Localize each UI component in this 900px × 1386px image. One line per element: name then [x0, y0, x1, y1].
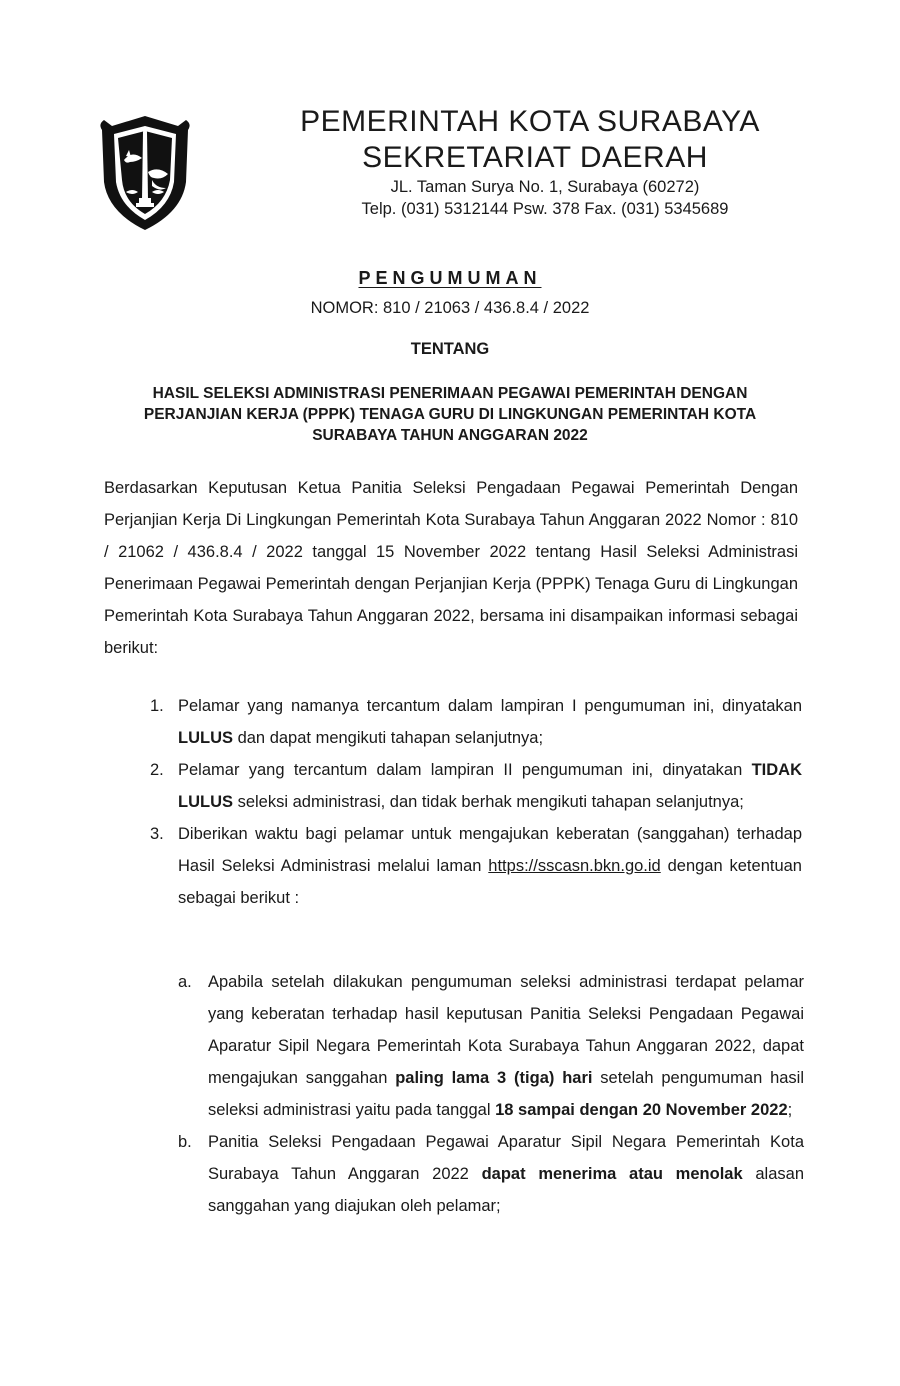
- list-item: [178, 966, 804, 1126]
- subject-line-3: SURABAYA TAHUN ANGGARAN 2022: [312, 427, 588, 444]
- subject-line-2: PERJANJIAN KERJA (PPPK) TENAGA GURU DI LINGKUNGAN PEMERINTAH KOTA: [143, 406, 757, 423]
- list-item: [150, 818, 802, 914]
- letterhead: [270, 104, 790, 220]
- list-item-number: 3.: [150, 825, 164, 843]
- office-phone: Telp. (031) 5312144 Psw. 378 Fax. (031) 5345689: [361, 200, 729, 218]
- status-pass-label: LULUS: [178, 729, 233, 747]
- list-item-number: 1.: [150, 697, 164, 715]
- sscasn-link[interactable]: https://sscasn.bkn.go.id: [488, 857, 661, 875]
- list-item-text: Panitia Seleksi Pengadaan Pegawai Aparatur Sipil Negara Pemerintah Kota Surabaya Tahun Anggaran 2022: [208, 1133, 804, 1183]
- list-item: [150, 690, 802, 754]
- government-name: PEMERINTAH KOTA SURABAYA: [300, 105, 760, 138]
- list-item-text: dan dapat mengikuti tahapan selanjutnya;: [233, 729, 544, 747]
- list-item-text: ;: [787, 1101, 793, 1119]
- announcement-heading: PENGUMUMAN: [358, 268, 542, 288]
- status-fail-label: TIDAK LULUS: [178, 761, 802, 811]
- lettered-list: [178, 966, 804, 1222]
- intro-paragraph: Berdasarkan Keputusan Ketua Panitia Seleksi Pengadaan Pegawai Pemerintah Dengan Perjanjian Kerja Di Lingkungan Pemerintah Kota Surabaya Tahun Anggaran 2022 Nomor : 810 / 21062 / 436.8.4 / 2022 tanggal 15 November 2022 tentang Hasil Seleksi Administrasi Penerimaan Pegawai Pemerintah dengan Perjanjian Kerja (PPPK) Tenaga Guru di Lingkungan Pemerintah Kota Surabaya Tahun Anggaran 2022, bersama ini disampaikan informasi sebagai berikut:: [104, 479, 798, 657]
- list-item-text: setelah pengumuman hasil seleksi administrasi yaitu pada tanggal: [208, 1069, 805, 1119]
- list-item-text: Pelamar yang tercantum dalam lampiran II pengumuman ini, dinyatakan: [178, 761, 752, 779]
- subject-line-1: HASIL SELEKSI ADMINISTRASI PENERIMAAN PEGAWAI PEMERINTAH DENGAN: [152, 385, 748, 402]
- list-item-text: alasan sanggahan yang diajukan oleh pelamar;: [208, 1165, 804, 1215]
- list-item-letter: b.: [178, 1133, 192, 1151]
- surabaya-coat-of-arms-icon: [96, 112, 194, 234]
- list-item: [150, 754, 802, 818]
- list-item-text: Diberikan waktu bagi pelamar untuk mengajukan keberatan (sanggahan) terhadap Hasil Seleksi Administrasi melalui laman: [178, 825, 802, 875]
- deadline-dates: 18 sampai dengan 20 November 2022: [495, 1101, 788, 1119]
- list-item-text: Pelamar yang namanya tercantum dalam lampiran I pengumuman ini, dinyatakan: [178, 697, 802, 715]
- deadline-duration: paling lama 3 (tiga) hari: [395, 1069, 593, 1087]
- office-address: JL. Taman Surya No. 1, Surabaya (60272): [390, 178, 700, 196]
- list-item-letter: a.: [178, 973, 192, 991]
- announcement-subject: [100, 383, 800, 446]
- list-item: [178, 1126, 804, 1222]
- office-name: SEKRETARIAT DAERAH: [362, 141, 708, 174]
- list-item-text: Apabila setelah dilakukan pengumuman seleksi administrasi terdapat pelamar yang keberatan terhadap hasil keputusan Panitia Seleksi Pengadaan Pegawai Aparatur Sipil Negara Pemerintah Kota Surabaya Tahun Anggaran 2022, dapat mengajukan sanggahan: [208, 973, 804, 1087]
- announcement-title-block: [100, 268, 800, 446]
- list-item-text: seleksi administrasi, dan tidak berhak mengikuti tahapan selanjutnya;: [233, 793, 744, 811]
- announcement-about: TENTANG: [410, 340, 490, 358]
- announcement-number: NOMOR: 810 / 21063 / 436.8.4 / 2022: [310, 299, 590, 317]
- list-item-number: 2.: [150, 761, 164, 779]
- decision-phrase: dapat menerima atau menolak: [481, 1165, 743, 1183]
- numbered-list: [150, 690, 802, 914]
- list-item-text: dengan ketentuan sebagai berikut :: [178, 857, 802, 907]
